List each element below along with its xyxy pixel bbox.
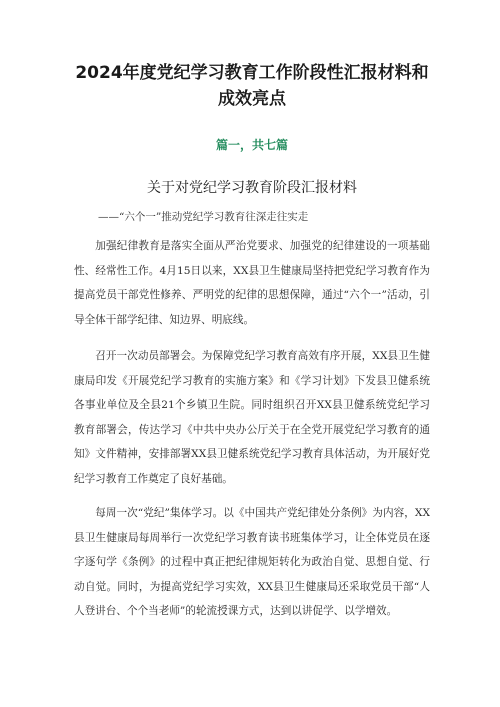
- section-label: 篇一，共七篇: [215, 138, 288, 152]
- body-paragraph: 召开一次动员部署会。为保障党纪学习教育高效有序开展，XX县卫生健康局印发《开展党纪学习教育的实施方案》和《学习计划》下发县卫健系统各事业单位及全县21个乡镇卫生院。同时组织召开XX县卫健系统党纪学习教育部署会，传达学习《中共中央办公厅关于在全党开展党纪学习教育的通知》文件精神，安排部署XX县卫健系统党纪学习教育具体活动，为开展好党纪学习教育工作奠定了良好基础。: [74, 350, 430, 485]
- article-title: 关于对党纪学习教育阶段汇报材料: [147, 180, 357, 196]
- document-title: 2024年度党纪学习教育工作阶段性汇报材料和成效亮点: [75, 63, 429, 109]
- article-subtitle: ——“六个一”推动党纪学习教育往深走往实走: [98, 211, 309, 223]
- body-paragraph: 每周一次“党纪”集体学习。以《中国共产党纪律处分条例》为内容，XX县卫生健康局每周举行一次党纪学习教育读书班集体学习，让全体党员在逐字逐句学《条例》的过程中真正把纪律规矩转化为政治自觉、思想自觉、行动自觉。同时，为提高党纪学习实效，XX县卫生健康局还采取党员干部“人人登讲台、个个当老师”的轮流授课方式，达到以讲促学、以学增效。: [74, 507, 430, 617]
- body-paragraph: 加强纪律教育是落实全面从严治党要求、加强党的纪律建设的一项基础性、经常性工作。4月15日以来，XX县卫生健康局坚持把党纪学习教育作为提高党员干部党性修养、严明党的纪律的思想保障，通过“六个一”活动，引导全体干部学纪律、知边界、明底线。: [74, 240, 430, 326]
